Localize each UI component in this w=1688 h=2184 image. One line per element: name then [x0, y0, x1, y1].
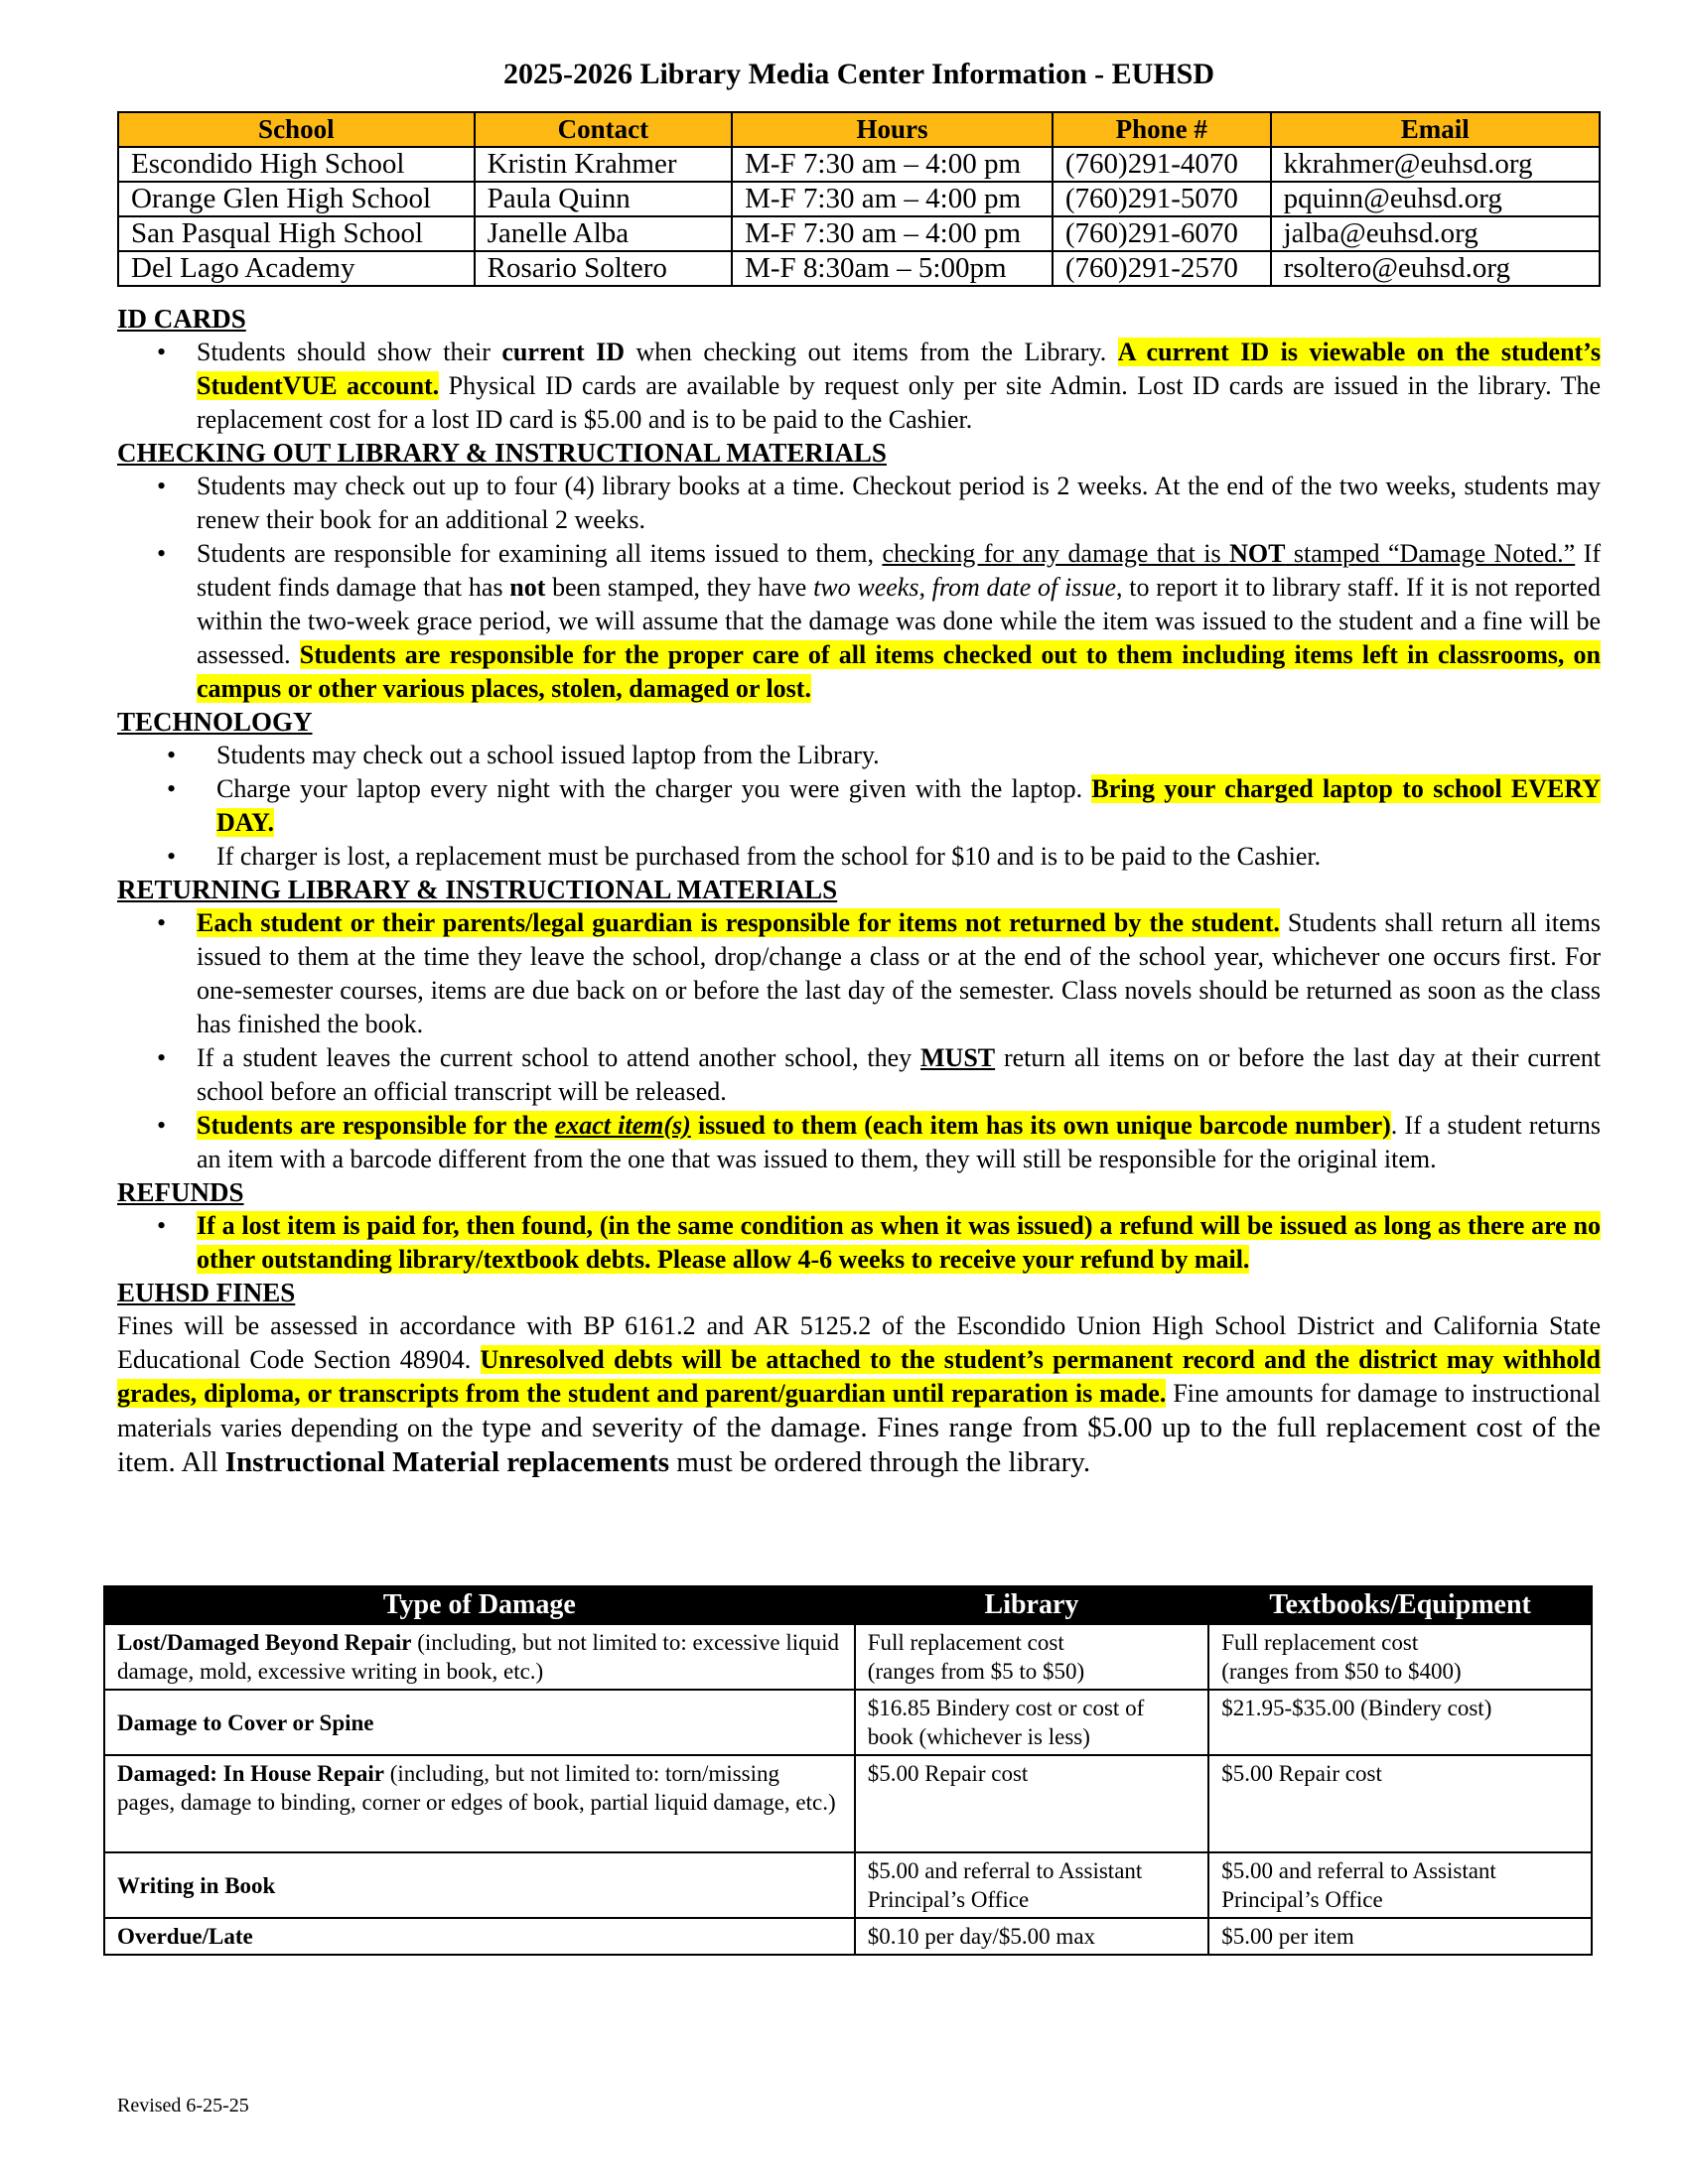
- library-cost: $5.00 Repair cost: [855, 1755, 1209, 1852]
- table-row: [104, 1624, 1592, 1690]
- header-contact: Contact: [475, 112, 732, 147]
- section-heading: REFUNDS: [117, 1177, 244, 1207]
- phone: (760)291-6070: [1053, 216, 1271, 251]
- list-item: • If charger is lost, a replacement must be purchased from the school for $10 and is to be paid to the Cashier.: [117, 840, 1601, 874]
- section-id-cards: [117, 303, 1601, 437]
- table-row: [104, 1852, 1592, 1918]
- library-cost: $5.00 and referral to Assistant Principal’s Office: [855, 1852, 1209, 1918]
- library-cost: $0.10 per day/$5.00 max: [855, 1918, 1209, 1955]
- list-item: • Students may check out a school issued laptop from the Library.: [117, 739, 1601, 772]
- list-item: • Charge your laptop every night with the charger you were given with the laptop. Bring your charged laptop to school EVERY DAY.: [117, 772, 1601, 840]
- table-row: [118, 216, 1600, 251]
- section-heading: RETURNING LIBRARY & INSTRUCTIONAL MATERIALS: [117, 875, 838, 904]
- table-row: [118, 182, 1600, 216]
- school-name: San Pasqual High School: [118, 216, 475, 251]
- phone: (760)291-2570: [1053, 251, 1271, 286]
- library-cost: $16.85 Bindery cost or cost of book (whichever is less): [855, 1690, 1209, 1755]
- school-name: Escondido High School: [118, 147, 475, 182]
- list-item: • Students should show their current ID when checking out items from the Library. A current ID is viewable on the student’s StudentVUE account. Physical ID cards are available by request only per site Admin. Lost ID cards are issued in the library. The replacement cost for a lost ID card is $5.00 and is to be paid to the Cashier.: [117, 336, 1601, 437]
- section-returning: [117, 874, 1601, 1176]
- textbook-cost: Full replacement cost (ranges from $50 to $400): [1208, 1624, 1592, 1690]
- list-item: • Each student or their parents/legal guardian is responsible for items not returned by the student. Students shall return all items issued to them at the time they leave the school, drop/change a class or at the end of the school year, whichever one occurs first. For one-semester courses, items are due back on or before the last day of the semester. Class novels should be returned as soon as the class has finished the book.: [117, 906, 1601, 1041]
- fines-paragraph: Fines will be assessed in accordance with BP 6161.2 and AR 5125.2 of the Escondido Union High School District and California State Educational Code Section 48904. Unresolved debts will be attached to the student’s permanent record and the district may withhold grades, diploma, or transcripts from the student and parent/guardian until reparation is made. Fine amounts for damage to instructional materials varies depending on the type and severity of the damage. Fines range from $5.00 up to the full replacement cost of the item. All Instructional Material replacements must be ordered through the library.: [117, 1311, 1602, 1478]
- list-item: • If a lost item is paid for, then found, (in the same condition as when it was issued) a refund will be issued as long as there are no other outstanding library/textbook debts. Please allow 4-6 weeks to receive your refund by mail.: [117, 1209, 1601, 1277]
- table-row: [118, 147, 1600, 182]
- contact-name: Janelle Alba: [475, 216, 732, 251]
- phone: (760)291-5070: [1053, 182, 1271, 216]
- revision-date: Revised 6-25-25: [117, 2095, 249, 2116]
- contact-name: Kristin Krahmer: [475, 147, 732, 182]
- section-refunds: [117, 1176, 1601, 1277]
- list-item: • Students may check out up to four (4) library books at a time. Checkout period is 2 weeks. At the end of the two weeks, students may renew their book for an additional 2 weeks.: [117, 470, 1601, 537]
- header-library: Library: [855, 1586, 1209, 1624]
- email: jalba@euhsd.org: [1271, 216, 1600, 251]
- table-row: [104, 1755, 1592, 1852]
- section-heading: CHECKING OUT LIBRARY & INSTRUCTIONAL MATERIALS: [117, 438, 887, 468]
- table-row: [118, 251, 1600, 286]
- list-item: • If a student leaves the current school to attend another school, they MUST return all items on or before the last day at their current school before an official transcript will be released.: [117, 1041, 1601, 1109]
- list-item: • Students are responsible for the exact item(s) issued to them (each item has its own unique barcode number). If a student returns an item with a barcode different from the one that was issued to them, they will still be responsible for the original item.: [117, 1109, 1601, 1176]
- header-hours: Hours: [732, 112, 1053, 147]
- damage-type: Damaged: In House Repair (including, but not limited to: torn/missing pages, damage to binding, corner or edges of book, partial liquid damage, etc.): [104, 1755, 855, 1852]
- header-textbooks: Textbooks/Equipment: [1208, 1586, 1592, 1624]
- contacts-table: [117, 111, 1601, 287]
- email: pquinn@euhsd.org: [1271, 182, 1600, 216]
- fines-header-row: [104, 1586, 1592, 1624]
- damage-type: Overdue/Late: [104, 1918, 855, 1955]
- table-row: [104, 1690, 1592, 1755]
- header-email: Email: [1271, 112, 1600, 147]
- textbook-cost: $5.00 and referral to Assistant Principal’s Office: [1208, 1852, 1592, 1918]
- school-name: Del Lago Academy: [118, 251, 475, 286]
- list-item: • Students are responsible for examining all items issued to them, checking for any damage that is NOT stamped “Damage Noted.” If student finds damage that has not been stamped, they have two weeks, from date of issue, to report it to library staff. If it is not reported within the two-week grace period, we will assume that the damage was done while the item was issued to the student and a fine will be assessed. Students are responsible for the proper care of all items checked out to them including items left in classrooms, on campus or other various places, stolen, damaged or lost.: [117, 537, 1601, 706]
- header-school: School: [118, 112, 475, 147]
- fines-table: [103, 1585, 1593, 1956]
- document-page: [117, 58, 1601, 1480]
- email: kkrahmer@euhsd.org: [1271, 147, 1600, 182]
- hours: M-F 7:30 am – 4:00 pm: [732, 182, 1053, 216]
- section-technology: [117, 706, 1601, 874]
- section-heading: EUHSD FINES: [117, 1278, 296, 1307]
- library-cost: Full replacement cost (ranges from $5 to $50): [855, 1624, 1209, 1690]
- textbook-cost: $5.00 Repair cost: [1208, 1755, 1592, 1852]
- contact-name: Rosario Soltero: [475, 251, 732, 286]
- table-row: [104, 1918, 1592, 1955]
- textbook-cost: $5.00 per item: [1208, 1918, 1592, 1955]
- hours: M-F 7:30 am – 4:00 pm: [732, 216, 1053, 251]
- section-heading: ID CARDS: [117, 304, 246, 334]
- section-checkout: [117, 437, 1601, 706]
- hours: M-F 7:30 am – 4:00 pm: [732, 147, 1053, 182]
- section-heading: TECHNOLOGY: [117, 707, 313, 737]
- section-fines: [117, 1277, 1601, 1480]
- damage-type: Damage to Cover or Spine: [104, 1690, 855, 1755]
- textbook-cost: $21.95-$35.00 (Bindery cost): [1208, 1690, 1592, 1755]
- document-title: 2025-2026 Library Media Center Information - EUHSD: [502, 58, 1215, 90]
- contacts-header-row: [118, 112, 1600, 147]
- damage-type: Lost/Damaged Beyond Repair (including, but not limited to: excessive liquid damage, mold, excessive writing in book, etc.): [104, 1624, 855, 1690]
- school-name: Orange Glen High School: [118, 182, 475, 216]
- header-type: Type of Damage: [104, 1586, 855, 1624]
- phone: (760)291-4070: [1053, 147, 1271, 182]
- damage-type: Writing in Book: [104, 1852, 855, 1918]
- contact-name: Paula Quinn: [475, 182, 732, 216]
- hours: M-F 8:30am – 5:00pm: [732, 251, 1053, 286]
- email: rsoltero@euhsd.org: [1271, 251, 1600, 286]
- header-phone: Phone #: [1053, 112, 1271, 147]
